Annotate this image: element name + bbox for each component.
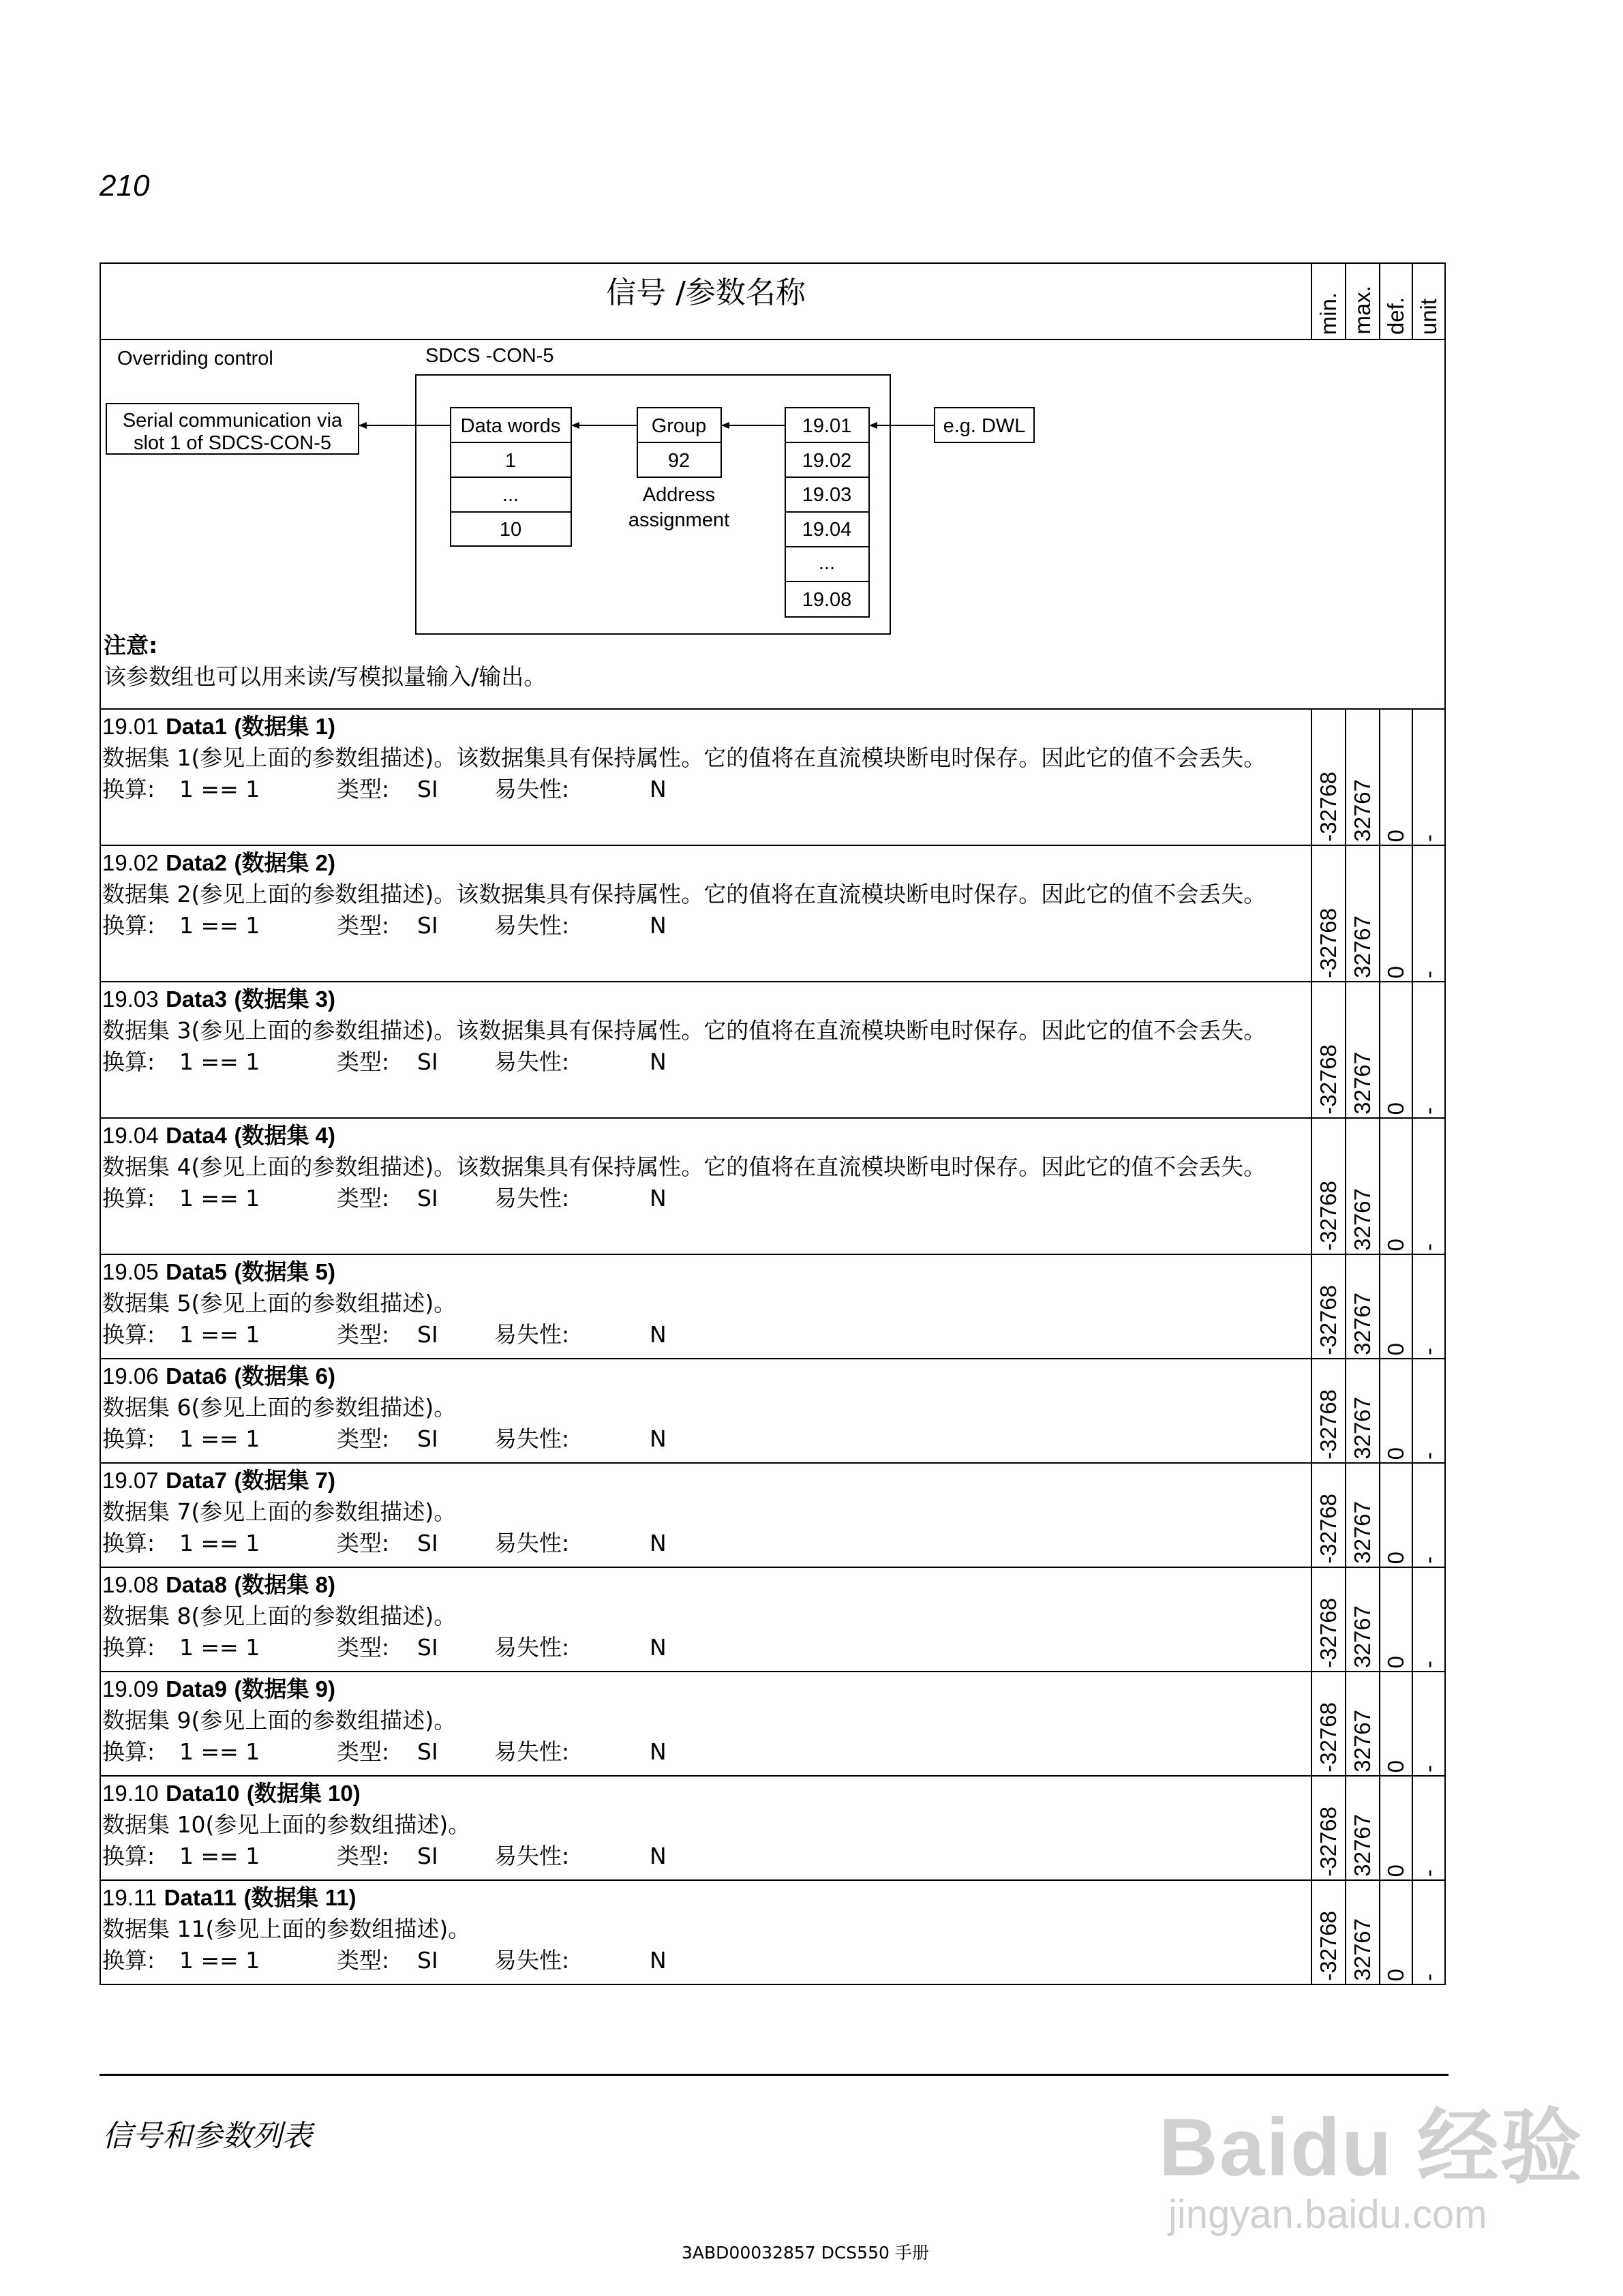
parameter-title	[102, 1778, 1311, 1809]
group-value: 92	[667, 450, 691, 472]
parameter-code: 19.08	[102, 1572, 159, 1597]
type-label: 类型:	[337, 912, 390, 939]
volatile-value: N	[650, 912, 667, 939]
unit-value: -	[1416, 1869, 1441, 1877]
max-cell	[1346, 982, 1380, 1118]
param-list	[785, 408, 869, 617]
unit-cell	[1412, 1672, 1445, 1776]
default-value: 0	[1383, 1551, 1408, 1564]
parameter-name: Data5	[166, 1259, 227, 1284]
parameter-name: Data2	[166, 850, 227, 875]
unit-cell	[1412, 1359, 1445, 1463]
parameter-row	[100, 1672, 1445, 1776]
table-title: 信号 /参数名称	[606, 275, 806, 310]
default-value: 0	[1383, 965, 1408, 978]
volatile-label: 易失性:	[494, 912, 570, 939]
parameter-row	[100, 1359, 1445, 1463]
default-cell	[1380, 1776, 1412, 1880]
type-label: 类型:	[337, 1738, 390, 1765]
parameter-description-cell	[100, 1463, 1311, 1567]
conversion-value: 1 == 1	[179, 1321, 260, 1348]
unit-cell	[1412, 1880, 1445, 1984]
parameter-description-cell	[100, 1672, 1311, 1776]
default-cell	[1380, 1359, 1412, 1463]
parameter-description: 数据集 8(参见上面的参数组描述)。	[102, 1603, 457, 1629]
max-cell	[1346, 1254, 1380, 1359]
parameter-name: Data10	[166, 1781, 240, 1806]
watermark-url: jingyan.baidu.com	[1168, 2192, 1487, 2237]
max-cell	[1346, 1880, 1380, 1984]
default-value: 0	[1383, 1102, 1408, 1115]
unit-cell	[1412, 982, 1445, 1118]
parameter-meta	[102, 1528, 1311, 1559]
default-cell	[1380, 1880, 1412, 1984]
group-header: Group	[651, 415, 707, 437]
default-cell	[1380, 1672, 1412, 1776]
diagram-row	[100, 339, 1445, 709]
volatile-label: 易失性:	[494, 1634, 570, 1661]
parameter-meta	[102, 774, 1311, 805]
parameter-row	[100, 1880, 1445, 1984]
default-value: 0	[1383, 1447, 1408, 1460]
default-value: 0	[1383, 1759, 1408, 1772]
parameter-name-cn: (数据集 11)	[243, 1885, 357, 1910]
watermark	[1159, 2103, 1583, 2237]
data-words-header: Data words	[460, 415, 561, 437]
default-cell	[1380, 1463, 1412, 1567]
parameter-name: Data11	[164, 1885, 237, 1910]
footer-divider	[100, 2074, 1448, 2076]
max-cell	[1346, 1118, 1380, 1254]
parameter-code: 19.03	[102, 986, 159, 1012]
parameter-description: 数据集 9(参见上面的参数组描述)。	[102, 1707, 457, 1734]
conversion-label: 换算:	[102, 1321, 155, 1348]
min-cell	[1311, 982, 1346, 1118]
parameter-code: 19.06	[102, 1363, 159, 1389]
volatile-label: 易失性:	[494, 776, 570, 802]
default-cell	[1380, 1567, 1412, 1672]
parameter-meta	[102, 1632, 1311, 1663]
column-label-min: min.	[1316, 292, 1341, 335]
parameter-description-cell	[100, 1880, 1311, 1984]
unit-cell	[1412, 1118, 1445, 1254]
type-label: 类型:	[337, 1634, 390, 1661]
overriding-control-label: Overriding control	[117, 348, 273, 369]
parameter-code: 19.10	[102, 1781, 159, 1806]
unit-value: -	[1416, 1107, 1441, 1115]
volatile-value: N	[650, 1048, 667, 1075]
unit-value: -	[1416, 834, 1441, 842]
volatile-label: 易失性:	[494, 1530, 570, 1556]
max-cell	[1346, 1567, 1380, 1672]
parameter-description: 数据集 10(参见上面的参数组描述)。	[102, 1811, 471, 1838]
unit-value: -	[1416, 1452, 1441, 1460]
address-label-line2: assignment	[628, 509, 730, 531]
default-value: 0	[1383, 1864, 1408, 1877]
parameter-description-cell	[100, 709, 1311, 845]
parameter-meta	[102, 1319, 1311, 1350]
volatile-value: N	[650, 776, 667, 802]
dwl-source-label: e.g. DWL	[943, 415, 1026, 437]
volatile-value: N	[650, 1843, 667, 1869]
parameter-title	[102, 1256, 1311, 1288]
parameter-row	[100, 1567, 1445, 1672]
min-value: -32768	[1316, 1181, 1341, 1251]
volatile-label: 易失性:	[494, 1738, 570, 1765]
min-cell	[1311, 709, 1346, 845]
parameter-code: 19.07	[102, 1468, 159, 1493]
type-label: 类型:	[337, 776, 390, 802]
default-value: 0	[1383, 829, 1408, 842]
max-value: 32767	[1350, 916, 1375, 978]
parameter-name-cn: (数据集 3)	[234, 986, 335, 1012]
max-value: 32767	[1350, 1293, 1375, 1355]
parameter-name: Data7	[166, 1468, 227, 1493]
volatile-value: N	[650, 1530, 667, 1556]
parameter-title	[102, 1569, 1311, 1601]
unit-cell	[1412, 845, 1445, 982]
conversion-label: 换算:	[102, 1530, 155, 1556]
parameter-code: 19.01	[102, 714, 159, 739]
note-block	[104, 630, 546, 693]
volatile-value: N	[650, 1321, 667, 1348]
parameter-table	[100, 262, 1446, 1985]
unit-cell	[1412, 1776, 1445, 1880]
conversion-label: 换算:	[102, 1634, 155, 1661]
parameter-name-cn: (数据集 5)	[234, 1259, 335, 1284]
parameter-code: 19.11	[102, 1885, 157, 1910]
parameter-name: Data3	[166, 986, 227, 1012]
parameter-meta	[102, 1183, 1311, 1214]
column-label-unit: unit	[1416, 298, 1441, 335]
volatile-value: N	[650, 1634, 667, 1661]
parameter-meta	[102, 1423, 1311, 1455]
parameter-row	[100, 1776, 1445, 1880]
column-header-min	[1311, 263, 1346, 339]
parameter-title	[102, 984, 1311, 1015]
max-value: 32767	[1350, 1188, 1375, 1251]
min-value: -32768	[1316, 1044, 1341, 1115]
conversion-label: 换算:	[102, 1738, 155, 1765]
unit-cell	[1412, 1567, 1445, 1672]
page-number: 210	[100, 169, 150, 202]
parameter-code: 19.04	[102, 1123, 159, 1148]
note-title: 注意:	[104, 632, 158, 659]
column-header-def	[1380, 263, 1412, 339]
volatile-value: N	[650, 1425, 667, 1452]
conversion-value: 1 == 1	[179, 1738, 260, 1765]
volatile-label: 易失性:	[494, 1947, 570, 1974]
min-cell	[1311, 1463, 1346, 1567]
conversion-label: 换算:	[102, 912, 155, 939]
type-label: 类型:	[337, 1425, 390, 1452]
conversion-value: 1 == 1	[179, 1634, 260, 1661]
min-cell	[1311, 1776, 1346, 1880]
default-cell	[1380, 709, 1412, 845]
parameter-description: 数据集 3(参见上面的参数组描述)。该数据集具有保持属性。它的值将在直流模块断电时保存。因此它的值不会丢失。	[102, 1017, 1266, 1044]
parameter-meta	[102, 1736, 1311, 1768]
param-list-item: ...	[818, 552, 836, 574]
max-value: 32767	[1350, 1501, 1375, 1564]
parameter-row	[100, 1254, 1445, 1359]
default-value: 0	[1383, 1342, 1408, 1355]
watermark-logo-text: Baidu 经验	[1159, 2102, 1583, 2193]
max-cell	[1346, 845, 1380, 982]
min-value: -32768	[1316, 772, 1341, 842]
conversion-value: 1 == 1	[179, 1425, 260, 1452]
serial-comm-line1: Serial communication via	[122, 410, 343, 432]
parameter-row	[100, 709, 1445, 845]
parameter-name-cn: (数据集 2)	[234, 850, 335, 875]
param-list-item: 19.04	[802, 519, 852, 541]
parameter-name-cn: (数据集 7)	[234, 1468, 335, 1493]
conversion-label: 换算:	[102, 1048, 155, 1075]
parameter-name-cn: (数据集 1)	[234, 714, 335, 739]
min-value: -32768	[1316, 1807, 1341, 1877]
max-cell	[1346, 1463, 1380, 1567]
min-value: -32768	[1316, 1389, 1341, 1460]
unit-cell	[1412, 1254, 1445, 1359]
parameter-name: Data1	[166, 714, 227, 739]
parameter-title	[102, 1120, 1311, 1151]
conversion-value: 1 == 1	[179, 1843, 260, 1869]
max-value: 32767	[1350, 1397, 1375, 1460]
parameter-meta	[102, 910, 1311, 941]
param-list-item: 19.01	[802, 415, 852, 437]
parameter-code: 19.02	[102, 850, 159, 875]
parameter-title	[102, 1465, 1311, 1496]
parameter-name: Data9	[166, 1676, 227, 1702]
parameter-description-cell	[100, 1776, 1311, 1880]
type-value: SI	[417, 1321, 438, 1348]
unit-value: -	[1416, 1556, 1441, 1564]
unit-value: -	[1416, 971, 1441, 978]
max-value: 32767	[1350, 1052, 1375, 1115]
default-value: 0	[1383, 1238, 1408, 1251]
max-value: 32767	[1350, 1918, 1375, 1981]
parameter-description: 数据集 2(参见上面的参数组描述)。该数据集具有保持属性。它的值将在直流模块断电时保存。因此它的值不会丢失。	[102, 881, 1266, 907]
min-cell	[1311, 1359, 1346, 1463]
min-value: -32768	[1316, 1911, 1341, 1981]
parameter-row	[100, 982, 1445, 1118]
min-cell	[1311, 1118, 1346, 1254]
parameter-description: 数据集 6(参见上面的参数组描述)。	[102, 1394, 457, 1421]
param-list-item: 19.03	[802, 484, 852, 506]
type-value: SI	[417, 1738, 438, 1765]
max-cell	[1346, 1776, 1380, 1880]
parameter-name-cn: (数据集 8)	[234, 1572, 335, 1597]
serial-comm-line2: slot 1 of SDCS-CON-5	[133, 432, 332, 454]
volatile-label: 易失性:	[494, 1048, 570, 1075]
conversion-value: 1 == 1	[179, 776, 260, 802]
type-value: SI	[417, 1634, 438, 1661]
volatile-label: 易失性:	[494, 1425, 570, 1452]
conversion-label: 换算:	[102, 1843, 155, 1869]
type-label: 类型:	[337, 1947, 390, 1974]
diagram-cell	[100, 339, 1445, 709]
parameter-title	[102, 1674, 1311, 1705]
min-value: -32768	[1316, 1285, 1341, 1355]
parameter-name-cn: (数据集 9)	[234, 1676, 335, 1702]
min-cell	[1311, 845, 1346, 982]
table-header-row	[100, 263, 1445, 339]
address-label-line1: Address	[642, 484, 716, 506]
parameter-meta	[102, 1945, 1311, 1976]
type-label: 类型:	[337, 1048, 390, 1075]
data-words-ellipsis: ...	[502, 484, 519, 506]
parameter-description-cell	[100, 982, 1311, 1118]
type-label: 类型:	[337, 1185, 390, 1211]
conversion-label: 换算:	[102, 1947, 155, 1974]
parameter-description: 数据集 11(参见上面的参数组描述)。	[102, 1916, 471, 1942]
column-label-max: max.	[1350, 286, 1375, 335]
parameter-description: 数据集 5(参见上面的参数组描述)。	[102, 1290, 457, 1316]
param-list-item: 19.02	[802, 450, 852, 472]
parameter-description-cell	[100, 845, 1311, 982]
volatile-value: N	[650, 1947, 667, 1974]
type-value: SI	[417, 1843, 438, 1869]
parameter-code: 19.05	[102, 1259, 159, 1284]
conversion-label: 换算:	[102, 1425, 155, 1452]
min-cell	[1311, 1254, 1346, 1359]
min-value: -32768	[1316, 908, 1341, 978]
min-cell	[1311, 1672, 1346, 1776]
type-value: SI	[417, 1185, 438, 1211]
footer-document-id: 3ABD00032857 DCS550 手册	[682, 2243, 929, 2263]
type-label: 类型:	[337, 1321, 390, 1348]
parameter-code: 19.09	[102, 1676, 159, 1702]
unit-value: -	[1416, 1974, 1441, 1981]
unit-value: -	[1416, 1765, 1441, 1772]
column-header-max	[1346, 263, 1380, 339]
type-value: SI	[417, 912, 438, 939]
parameter-name-cn: (数据集 10)	[246, 1781, 361, 1806]
volatile-value: N	[650, 1185, 667, 1211]
min-cell	[1311, 1880, 1346, 1984]
note-text: 该参数组也可以用来读/写模拟量输入/输出。	[104, 663, 547, 690]
parameter-name-cn: (数据集 6)	[234, 1363, 335, 1389]
max-value: 32767	[1350, 1710, 1375, 1772]
parameter-title	[102, 847, 1311, 879]
unit-value: -	[1416, 1243, 1441, 1251]
parameter-name-cn: (数据集 4)	[234, 1123, 335, 1148]
type-value: SI	[417, 776, 438, 802]
parameter-description: 数据集 7(参见上面的参数组描述)。	[102, 1498, 457, 1525]
type-label: 类型:	[337, 1530, 390, 1556]
max-value: 32767	[1350, 1605, 1375, 1668]
type-value: SI	[417, 1947, 438, 1974]
default-value: 0	[1383, 1655, 1408, 1668]
parameter-meta	[102, 1046, 1311, 1078]
max-value: 32767	[1350, 1814, 1375, 1877]
default-value: 0	[1383, 1968, 1408, 1981]
parameter-description-cell	[100, 1254, 1311, 1359]
footer-section-title: 信号和参数列表	[102, 2119, 312, 2154]
conversion-label: 换算:	[102, 776, 155, 802]
unit-value: -	[1416, 1348, 1441, 1355]
column-header-unit	[1412, 263, 1445, 339]
parameter-name: Data6	[166, 1363, 227, 1389]
conversion-value: 1 == 1	[179, 912, 260, 939]
parameter-title	[102, 1882, 1311, 1914]
parameter-row	[100, 1463, 1445, 1567]
default-cell	[1380, 1118, 1412, 1254]
default-cell	[1380, 845, 1412, 982]
type-value: SI	[417, 1530, 438, 1556]
table-title-cell	[100, 263, 1311, 339]
max-value: 32767	[1350, 779, 1375, 842]
min-value: -32768	[1316, 1494, 1341, 1564]
max-cell	[1346, 1672, 1380, 1776]
unit-cell	[1412, 1463, 1445, 1567]
parameter-name: Data4	[166, 1123, 227, 1148]
conversion-value: 1 == 1	[179, 1185, 260, 1211]
min-value: -32768	[1316, 1598, 1341, 1668]
volatile-label: 易失性:	[494, 1321, 570, 1348]
conversion-value: 1 == 1	[179, 1530, 260, 1556]
max-cell	[1346, 709, 1380, 845]
parameter-description: 数据集 4(参见上面的参数组描述)。该数据集具有保持属性。它的值将在直流模块断电时保存。因此它的值不会丢失。	[102, 1153, 1266, 1180]
parameter-title	[102, 1361, 1311, 1392]
parameter-description-cell	[100, 1359, 1311, 1463]
default-cell	[1380, 1254, 1412, 1359]
default-cell	[1380, 982, 1412, 1118]
parameter-description-cell	[100, 1118, 1311, 1254]
conversion-value: 1 == 1	[179, 1048, 260, 1075]
conversion-label: 换算:	[102, 1185, 155, 1211]
volatile-label: 易失性:	[494, 1185, 570, 1211]
type-label: 类型:	[337, 1843, 390, 1869]
min-value: -32768	[1316, 1702, 1341, 1772]
parameter-name: Data8	[166, 1572, 227, 1597]
unit-cell	[1412, 709, 1445, 845]
type-value: SI	[417, 1048, 438, 1075]
parameter-title	[102, 711, 1311, 742]
max-cell	[1346, 1359, 1380, 1463]
unit-value: -	[1416, 1661, 1441, 1668]
parameter-description-cell	[100, 1567, 1311, 1672]
type-value: SI	[417, 1425, 438, 1452]
data-words-last: 10	[499, 519, 522, 541]
parameter-description: 数据集 1(参见上面的参数组描述)。该数据集具有保持属性。它的值将在直流模块断电时保存。因此它的值不会丢失。	[102, 744, 1266, 771]
parameter-row	[100, 845, 1445, 982]
volatile-label: 易失性:	[494, 1843, 570, 1869]
volatile-value: N	[650, 1738, 667, 1765]
min-cell	[1311, 1567, 1346, 1672]
parameter-meta	[102, 1841, 1311, 1872]
column-label-def: def.	[1383, 297, 1408, 335]
param-list-item: 19.08	[802, 589, 852, 611]
conversion-value: 1 == 1	[179, 1947, 260, 1974]
parameter-row	[100, 1118, 1445, 1254]
data-words-first: 1	[504, 450, 517, 472]
sdcs-box-title: SDCS -CON-5	[425, 345, 554, 367]
